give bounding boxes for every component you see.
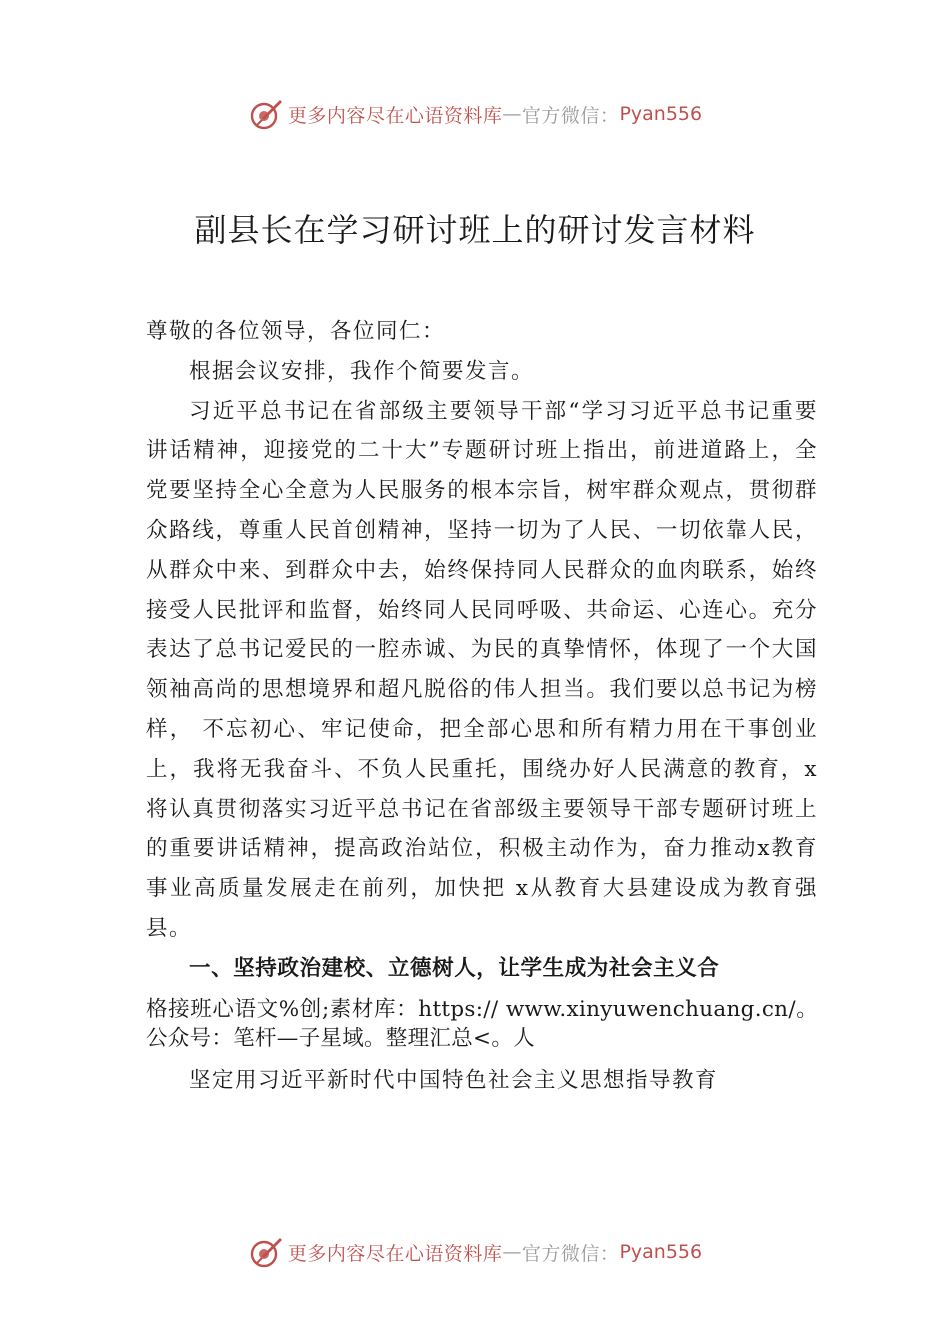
section-heading: 一、坚持政治建校、立德树人，让学生成为社会主义合 — [189, 955, 720, 981]
document-body — [146, 312, 818, 1100]
paragraph: 习近平总书记在省部级主要领导干部“学习习近平总书记重要讲话精神，迎接党的二十大”专题研讨班上指出，前进道路上，全党要坚持全心全意为人民服务的根本宗旨，树牢群众观点，贯彻群众路线，尊重人民首创精神，坚持一切为了人民、一切依靠人民，从群众中来、到群众中去，始终保持同人民群众的血肉联系，始终接受人民批评和监督，始终同人民同呼吸、共命运、心连心。充分表达了总书记爱民的一腔赤诚、为民的真挚情怀，体现了一个大国领袖高尚的思想境界和超凡脱俗的伟人担当。我们要以总书记为榜样， 不忘初心、牢记使命，把全部心思和所有精力用在干事创业上，我将无我奋斗、不负人民重托，围绕办好人民满意的教育，x将认真贯彻落实习近平总书记在省部级主要领导干部专题研讨班上的重要讲话精神，提高政治站位，积极主动作为，奋力推动x教育事业高质量发展走在前列，加快把 x从教育大县建设成为教育强县。 — [146, 398, 818, 941]
paragraph: 根据会议安排，我作个简要发言。 — [189, 358, 535, 384]
banner-wechat-label: 官方微信： — [521, 104, 620, 127]
header-banner — [0, 94, 950, 134]
banner-separator: — — [502, 103, 522, 125]
quill-logo-icon — [248, 96, 284, 132]
banner-separator: — — [502, 1241, 522, 1263]
banner-wechat-label: 官方微信： — [521, 1242, 620, 1265]
salutation: 尊敬的各位领导，各位同仁： — [146, 319, 446, 344]
quill-logo-icon — [248, 1234, 284, 1270]
banner-wechat-id: Pyan556 — [619, 103, 703, 125]
watermark-ad-text: 格接班心语文%创;素材库：https:// www.xinyuwenchuang.cn/。公众号：笔杆—子星域。整理汇总<。人 — [146, 996, 818, 1051]
document-title: 副县长在学习研讨班上的研讨发言材料 — [194, 211, 756, 249]
footer-banner — [0, 1232, 950, 1272]
paragraph: 坚定用习近平新时代中国特色社会主义思想指导教育 — [189, 1067, 719, 1093]
banner-text: 更多内容尽在心语资料库 — [287, 1242, 503, 1265]
banner-wechat-id: Pyan556 — [619, 1241, 703, 1263]
banner-text: 更多内容尽在心语资料库 — [287, 104, 503, 127]
